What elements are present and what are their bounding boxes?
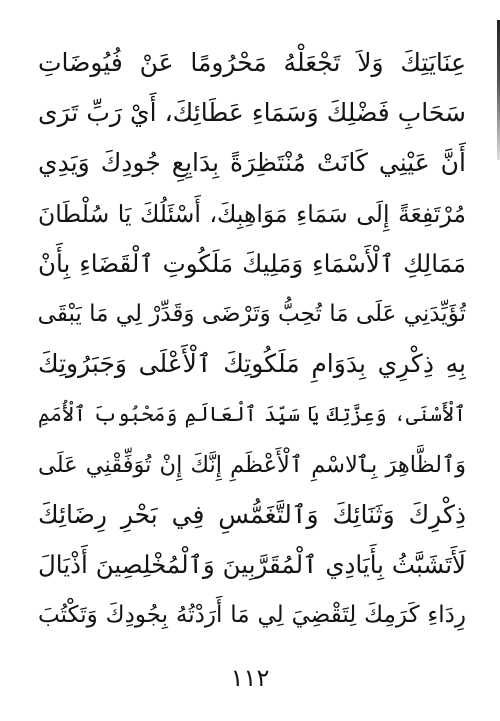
text-line: تُؤَيِّدَنِي عَلَى مَا تُحِبُّ وَتَرْضَى وَقَدِّرْ لِي مَا يَبْقَى bbox=[38, 300, 466, 327]
text-line: عِنَايَتِكَ وَلاَ تَجْعَلْهُ مَحْرُومًا عَنْ فُيُوضَاتِ bbox=[38, 48, 466, 77]
text-line: مَمَالِكِ ٱلْأَسْمَاءِ وَمَلِيكَ مَلَكُوتِ ٱلْقَضَاءِ بِأَنْ bbox=[38, 248, 466, 278]
text-line: وَٱلظَّاهِرَ بِٱلاسْمِ ٱلْأَعْظَمِ إِنَّكَ إِنْ تُوَفِّقْنِي عَلَى bbox=[38, 451, 466, 478]
text-line: رِدَاءِ كَرَمِكَ لِتَقْضِيَ لِي مَا أَرَدْتُهُ بِجُودِكَ وَتَكْتُبَ bbox=[38, 602, 466, 629]
text-line: ذِكْرِكَ وَثَنَائِكَ وَٱلتَّغَمُّسِ فِي بَحْرِ رِضَائِكَ bbox=[38, 499, 466, 529]
prayer-text-block bbox=[38, 38, 466, 640]
text-line: مُرْتَفِعَةً إِلَى سَمَاءِ مَوَاهِبِكَ، أَسْئَلُكَ يَا سُلْطَانَ bbox=[38, 199, 466, 228]
page-number: ١١٢ bbox=[230, 664, 270, 692]
text-line: بِهِ ذِكْرِي بِدَوَامِ مَلَكُوتِكَ ٱلْأَعْلَى وَجَبَرُوتِكَ bbox=[38, 349, 466, 379]
text-line: لَأَتَشَبَّثُ بِأَيَادِي ٱلْمُقَرَّبِينَ وَٱلْمُخْلِصِينَ أَذْيَالَ bbox=[38, 549, 466, 579]
text-line: ٱلْأَسْنَى، وَعِزَّتِكَ يَا سَيِّدَ ٱلْعَالَمِ وَمَحْبُوبَ ٱلْأُمَمِ bbox=[38, 402, 466, 427]
text-line: سَحَابِ فَضْلِكَ وَسَمَاءِ عَطَائِكَ، أَيْ رَبِّ تَرَى bbox=[38, 98, 466, 128]
text-line: أَنَّ عَيْنِي كَانَتْ مُنْتَظِرَةً بِدَايِعِ جُودِكَ وَيَدِي bbox=[38, 148, 466, 178]
